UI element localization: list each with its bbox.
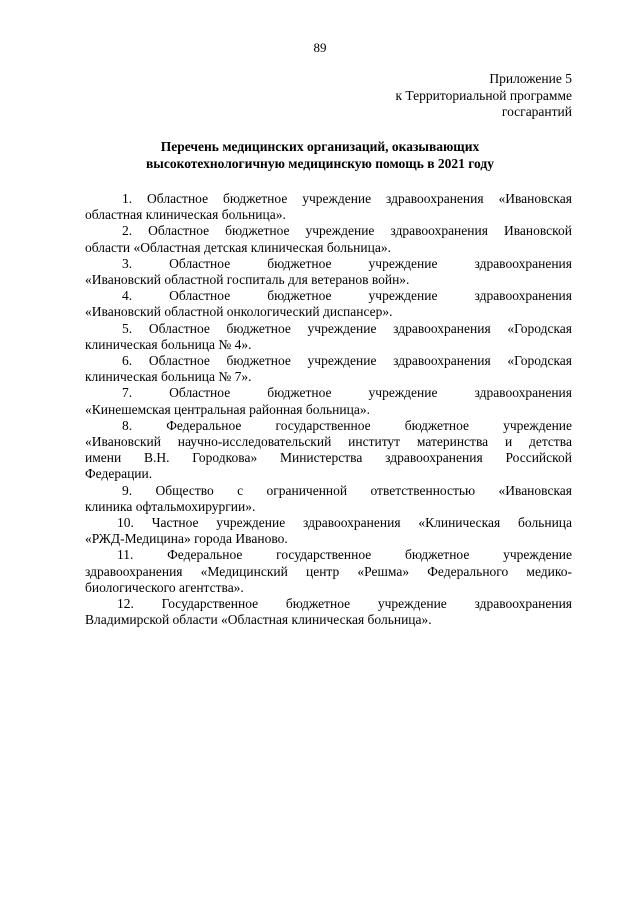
list-item-number: 2.: [122, 223, 133, 239]
list-item-text: Общество с ограниченной ответственностью «Ивановская: [155, 482, 573, 498]
title-line: Перечень медицинских организаций, оказывающих: [160, 139, 480, 154]
document-title: [60, 139, 580, 172]
list-item-first-line: [85, 418, 572, 434]
list-item-first-line: [85, 321, 572, 337]
list-item-number: 1.: [122, 191, 133, 206]
list-item: [85, 321, 572, 353]
list-item-first-line: [85, 223, 572, 239]
list-item-text: Областное бюджетное учреждение здравоохранения: [169, 288, 572, 304]
list-item-line: клиническая больница № 4».: [85, 336, 252, 352]
list-item-first-line: [85, 515, 572, 531]
list-item-line: области «Областная детская клиническая больница».: [85, 239, 391, 255]
list-item-line: Владимирской области «Областная клиническая больница».: [85, 612, 432, 628]
list-item: [85, 288, 572, 320]
list-item: [85, 418, 572, 483]
appendix-line: госгарантий: [501, 104, 572, 119]
list-item-number: 10.: [117, 515, 134, 531]
list-item-line: имени В.Н. Городкова» Министерства здравоохранения Российской: [85, 450, 572, 466]
list-item-first-line: [85, 353, 572, 369]
list-item-first-line: [85, 191, 572, 207]
list-item-number: 5.: [122, 320, 133, 336]
list-item: [85, 353, 572, 385]
list-item-number: 12.: [117, 596, 134, 612]
title-line: высокотехнологичную медицинскую помощь в 2021 году: [146, 155, 494, 171]
list-item: [85, 223, 572, 255]
list-item-number: 8.: [122, 417, 133, 433]
list-item-line: «РЖД-Медицина» города Иваново.: [85, 531, 288, 547]
list-item-number: 9.: [122, 482, 133, 498]
list-item-text: Областное бюджетное учреждение здравоохранения: [169, 255, 572, 271]
list-item-number: 6.: [122, 353, 133, 369]
list-item-line: областная клиническая больница».: [85, 207, 286, 223]
list-item: [85, 547, 572, 596]
organization-list: [85, 191, 572, 628]
list-item-number: 3.: [122, 255, 133, 271]
appendix-line: Приложение 5: [489, 71, 572, 86]
list-item-text: Государственное бюджетное учреждение здравоохранения: [161, 596, 573, 612]
list-item-line: «Ивановский научно-исследовательский институт материнства и детства: [85, 434, 572, 450]
list-item-text: Федеральное государственное бюджетное учреждение: [166, 417, 573, 433]
list-item-line: клиника офтальмохирургии».: [85, 498, 256, 514]
list-item-first-line: [85, 596, 572, 612]
list-item-first-line: [85, 547, 572, 563]
list-item-line: «Ивановский областной госпиталь для ветеранов войн».: [85, 272, 410, 288]
page-number: 89: [313, 40, 327, 55]
list-item: [85, 483, 572, 515]
list-item-number: 4.: [122, 288, 133, 304]
list-item: [85, 596, 572, 628]
list-item: [85, 515, 572, 547]
list-item-text: Частное учреждение здравоохранения «Клиническая больница: [151, 515, 573, 531]
list-item-number: 11.: [117, 547, 134, 563]
list-item: [85, 256, 572, 288]
list-item-text: Областное бюджетное учреждение здравоохранения «Городская: [148, 320, 573, 336]
list-item: [85, 385, 572, 417]
list-item-first-line: [85, 385, 572, 401]
list-item-first-line: [85, 288, 572, 304]
list-item-line: биологического агентства».: [85, 579, 244, 595]
appendix-header: [272, 71, 572, 121]
list-item-text: Областное бюджетное учреждение здравоохранения Ивановской: [148, 223, 572, 239]
list-item-line: «Ивановский областной онкологический диспансер».: [85, 304, 393, 320]
list-item-first-line: [85, 483, 572, 499]
list-item-line: Федерации.: [85, 466, 153, 482]
list-item-line: клиническая больница № 7».: [85, 369, 252, 385]
list-item-text: Федеральное государственное бюджетное учреждение: [167, 547, 573, 563]
list-item-text: Областное бюджетное учреждение здравоохранения: [169, 385, 572, 401]
list-item-text: Областное бюджетное учреждение здравоохранения «Ивановская: [147, 191, 572, 206]
list-item-number: 7.: [122, 385, 133, 401]
list-item-first-line: [85, 256, 572, 272]
list-item-line: здравоохранения «Медицинский центр «Решма» Федерального медико-: [85, 563, 572, 579]
list-item: [85, 191, 572, 223]
list-item-line: «Кинешемская центральная районная больница».: [85, 401, 370, 417]
appendix-line: к Территориальной программе: [395, 87, 572, 103]
list-item-text: Областное бюджетное учреждение здравоохранения «Городская: [148, 353, 573, 369]
